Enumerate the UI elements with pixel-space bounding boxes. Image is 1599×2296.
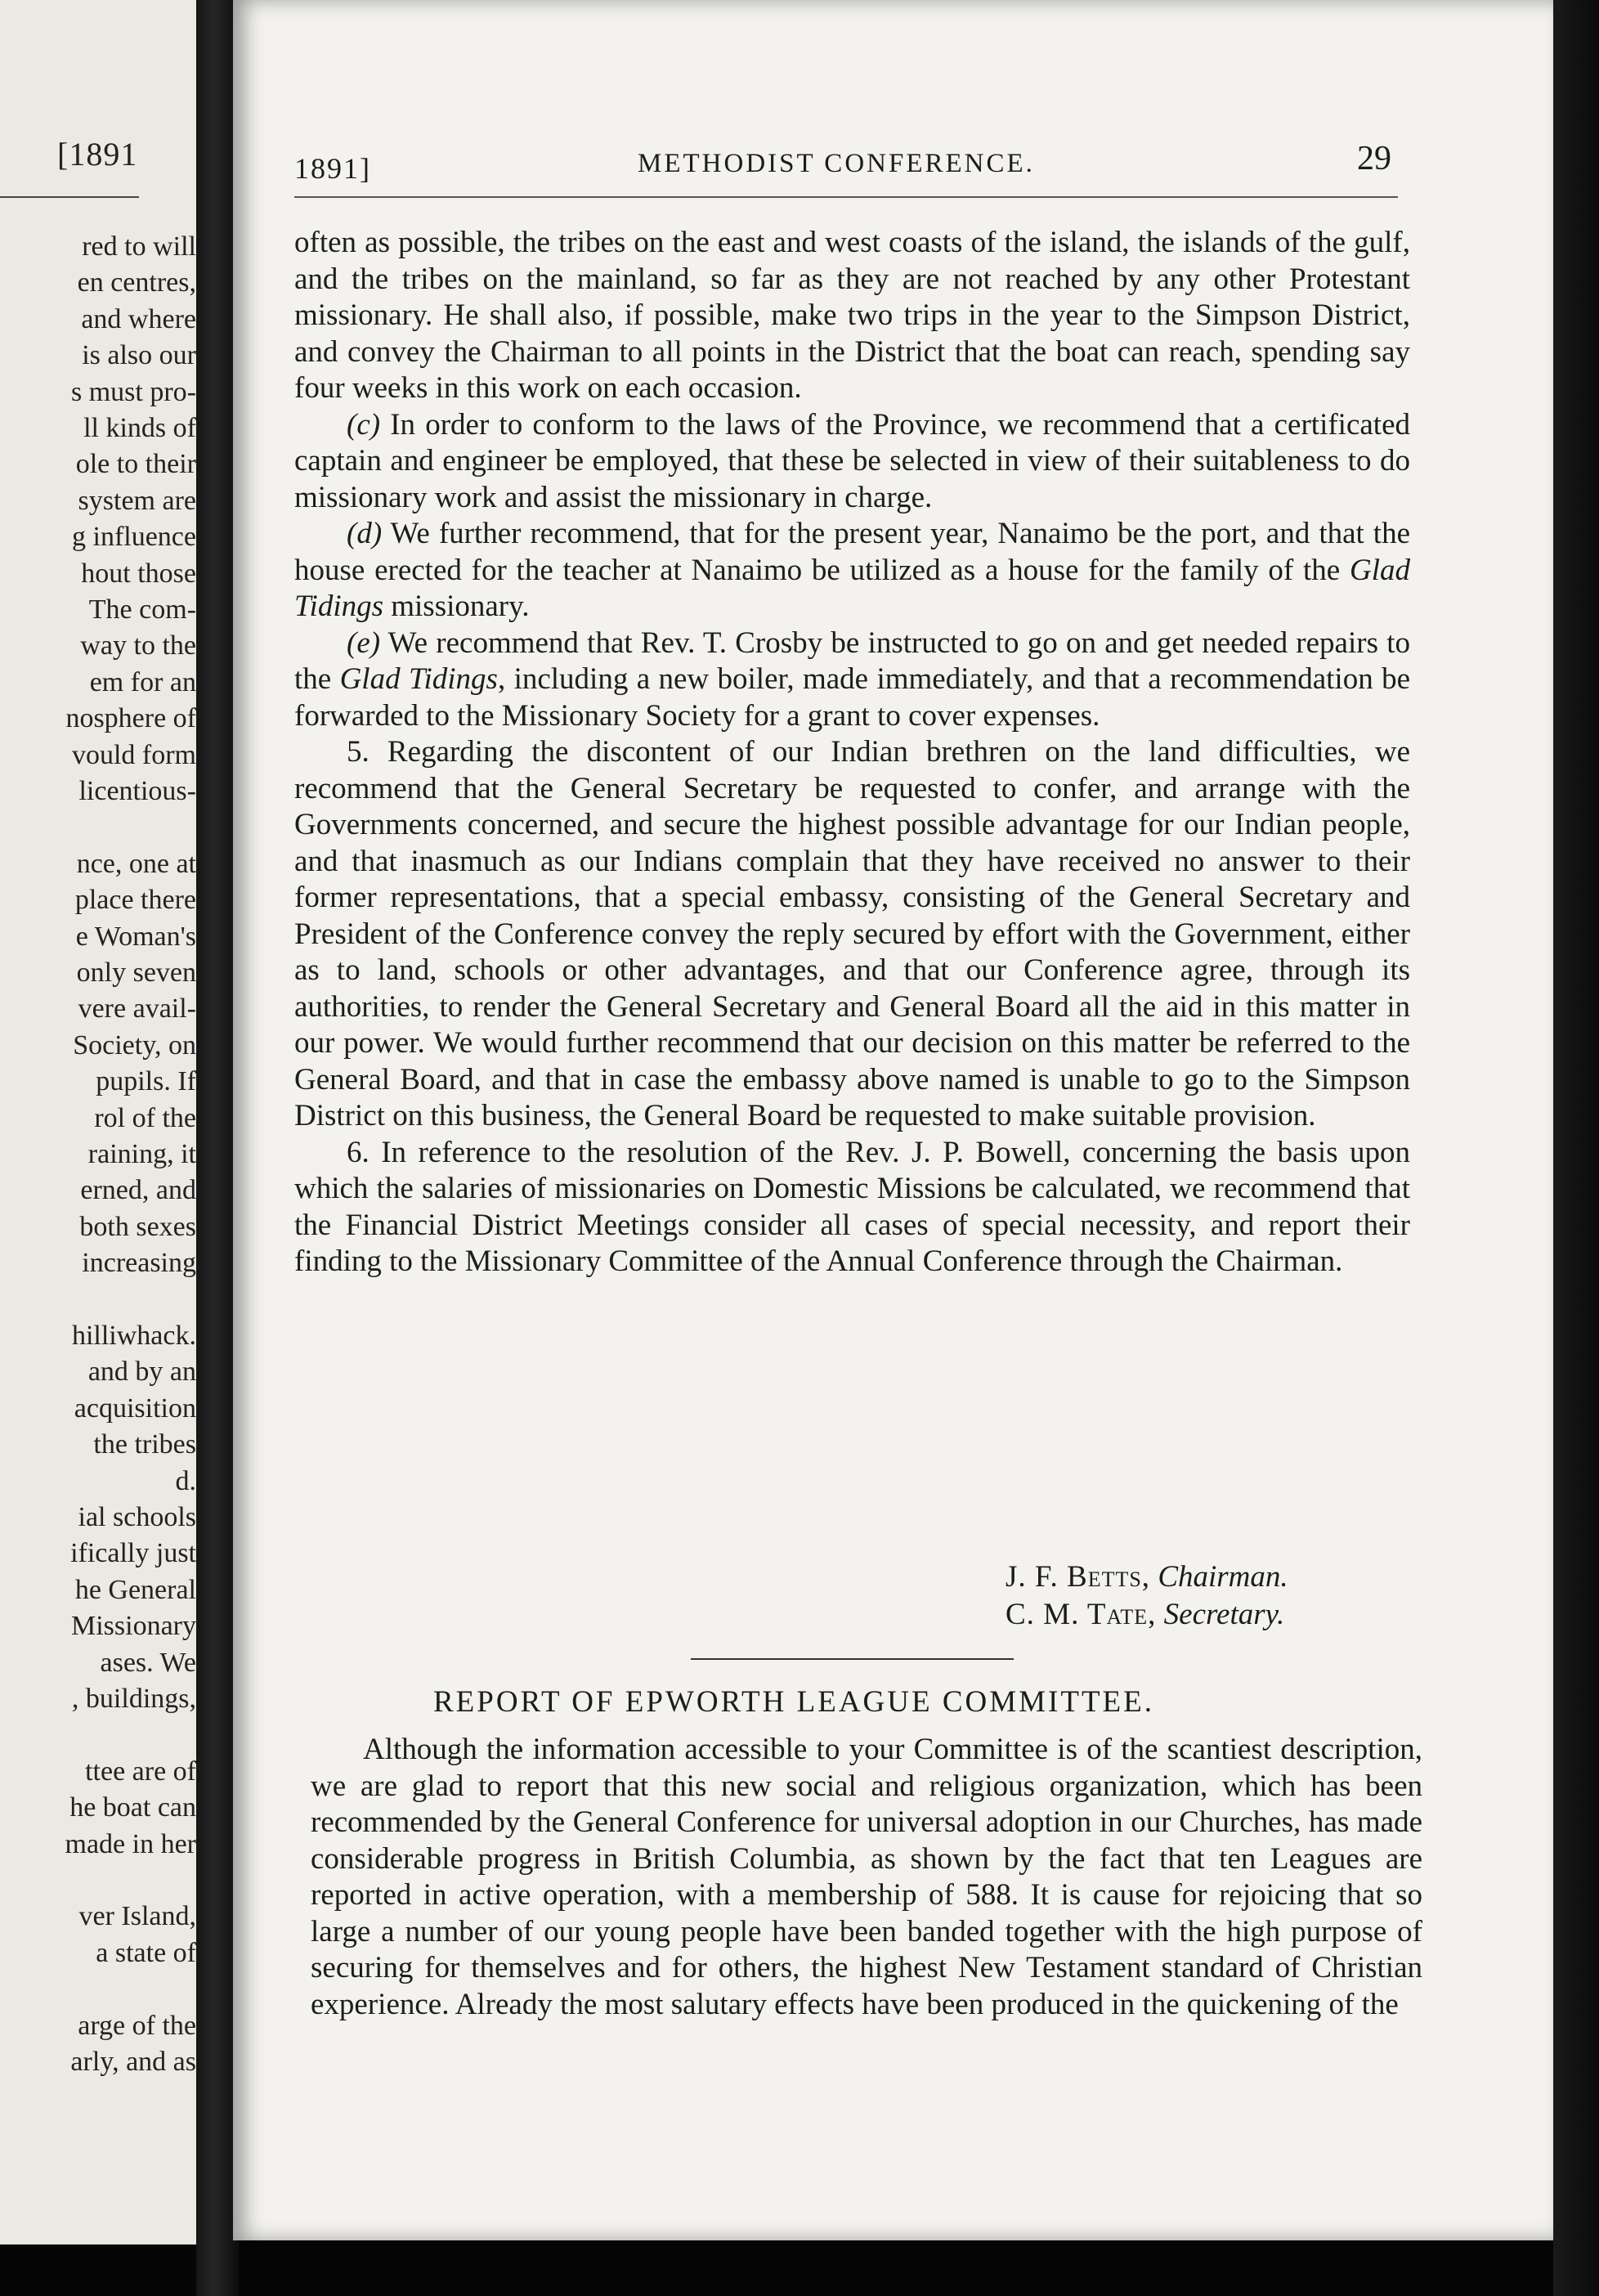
paragraph: [294, 734, 1410, 1135]
section-heading: REPORT OF EPWORTH LEAGUE COMMITTEE.: [433, 1685, 1154, 1719]
running-header-title: METHODIST CONFERENCE.: [638, 149, 1035, 178]
fragment-line: Missionary: [71, 1611, 196, 1642]
fragment-line: licentious-: [78, 776, 196, 806]
vessel-name: Glad Tidings: [339, 662, 498, 696]
text-run: , including a new boiler, made immediately, and that a recommendation be forwarded to the Missionary Society for a grant to cover expenses.: [294, 662, 1410, 733]
fragment-line: place there: [74, 885, 196, 916]
fragment-line: and by an: [87, 1357, 196, 1388]
section-divider: [691, 1658, 1014, 1660]
fragment-line: and where: [81, 303, 196, 334]
fragment-line: rol of the: [94, 1102, 196, 1133]
fragment-line: ver Island,: [78, 1901, 196, 1932]
fragment-line: e Woman's: [75, 921, 196, 952]
fragment-line: nce, one at: [76, 848, 196, 879]
fragment-line: The com-: [88, 594, 196, 625]
fragment-line: ases. We: [100, 1647, 196, 1678]
previous-page-header: [1891: [57, 136, 138, 173]
fragment-line: s must pro-: [71, 376, 196, 407]
fragment-line: he General: [74, 1574, 196, 1605]
paragraph: [294, 225, 1410, 407]
text-run: We further recommend, that for the present year, Nanaimo be the port, and that the house erected for the teacher at Nanaimo be utilized as a house for the family of the: [294, 517, 1410, 587]
paragraph: [294, 516, 1410, 626]
fragment-line: hilliwhack.: [71, 1321, 196, 1351]
previous-page-fragment: [0, 0, 204, 2244]
signature-chairman: [1006, 1558, 1288, 1596]
fragment-line: Society, on: [73, 1029, 196, 1061]
fragment-line: em for an: [89, 666, 196, 697]
clause-label: (c): [347, 407, 381, 442]
fragment-line: way to the: [80, 630, 196, 661]
fragment-line: arly, and as: [70, 2047, 196, 2077]
fragment-line: raining, it: [87, 1139, 196, 1169]
fragment-line: vould form: [71, 739, 196, 770]
fragment-line: ial schools: [78, 1502, 196, 1532]
signature-role: Secretary.: [1163, 1598, 1285, 1631]
fragment-line: , buildings,: [71, 1684, 196, 1714]
paragraph: [294, 1135, 1410, 1280]
page-number: 29: [1357, 140, 1391, 177]
paragraph: [294, 407, 1410, 517]
fragment-line: hout those: [81, 558, 196, 589]
fragment-line: en centres,: [77, 267, 196, 298]
fragment-line: increasing: [82, 1248, 196, 1279]
text-run: missionary.: [383, 590, 530, 623]
signature-secretary: [1006, 1596, 1288, 1634]
clause-label: (d): [347, 517, 383, 550]
text-run: We recommend that Rev. T. Crosby be instructed to go on and get needed repairs to the: [294, 626, 1410, 696]
header-rule: [294, 196, 1398, 198]
fragment-line: red to will: [82, 231, 196, 262]
signature-block: [1006, 1558, 1288, 1634]
fragment-line: arge of the: [78, 2010, 196, 2041]
clause-label: (e): [347, 626, 381, 660]
running-header-year: 1891]: [294, 152, 371, 185]
fragment-line: acquisition: [74, 1392, 196, 1424]
fragment-line: a state of: [96, 1937, 196, 1968]
fragment-line: pupils. If: [96, 1066, 196, 1097]
signature-name: C. M. Tate,: [1006, 1598, 1157, 1631]
fragment-line: ll kinds of: [83, 413, 196, 443]
fragment-line: is also our: [82, 340, 196, 371]
fragment-line: erned, and: [80, 1175, 196, 1206]
fragment-line: he boat can: [69, 1792, 196, 1823]
epworth-report-text: [311, 1732, 1422, 2023]
text-run: In order to conform to the laws of the Province, we recommend that a certificated captain and engineer be employed, that these be selected in view of their suitableness to do missionary work and assist the missionary in charge.: [294, 407, 1410, 514]
previous-page-rule: [0, 196, 139, 198]
fragment-line: g influence: [72, 522, 196, 553]
fragment-line: system are: [78, 485, 196, 516]
text-run: 5. Regarding the discontent of our Indian brethren on the land difficulties, we recommend that the General Secretary be requested to confer, and arrange with the Governments concerned, and secure the highest possible advantage for our Indian people, and that inasmuch as our Indians complain that they have received no answer to their former representations, that a special embassy, consisting of the General Secretary and President of the Conference convey the reply secured by effort with the Government, either as to land, schools or other advantages, and that our Conference agree, through its authorities, to render the General Secretary and General Board all the aid in this matter in our power. We would further recommend that our decision on this matter be referred to the General Board, and that in case the embassy above named is unable to go to the Simpson District on this business, the General Board be requested to make suitable provision.: [294, 735, 1410, 1132]
signature-role: Chairman.: [1158, 1560, 1288, 1594]
fragment-line: the tribes: [93, 1429, 196, 1460]
fragment-line: ttee are of: [85, 1756, 196, 1787]
fragment-line: ifically just: [70, 1538, 196, 1569]
fragment-line: only seven: [76, 957, 196, 988]
paragraph: Although the information accessible to your Committee is of the scantiest description, we are glad to report that this new social and religious organization, which has been recommended by the General Conference for universal adoption in our Churches, has made considerable progress in British Columbia, as shown by the fact that ten Leagues are reported in active operation, with a membership of 588. It is cause for rejoicing that so large a number of our young people have been banded together with the high purpose of securing for themselves and for others, the highest New Testament standard of Christian experience. Already the most salutary effects have been produced in the quickening of the: [311, 1733, 1422, 2021]
page-edge: [1553, 0, 1599, 2296]
fragment-line: both sexes: [79, 1211, 196, 1242]
text-run: often as possible, the tribes on the east and west coasts of the island, the islands of the gulf, and the tribes on the mainland, so far as they are not reached by any other Protestant missionary. He shall also, if possible, make two trips in the year to the Simpson District, and convey the Chairman to all points in the District that the boat can reach, spending say four weeks in this work on each occasion.: [294, 226, 1410, 405]
committee-report-body: [294, 225, 1410, 1280]
fragment-line: vere avail-: [78, 993, 196, 1025]
fragment-line: d.: [175, 1465, 196, 1496]
paragraph: [294, 626, 1410, 735]
fragment-line: nosphere of: [65, 703, 196, 734]
fragment-line: ole to their: [75, 449, 196, 480]
signature-name: J. F. Betts,: [1006, 1560, 1151, 1594]
fragment-line: made in her: [65, 1828, 196, 1859]
vessel-name: Glad Tidings: [294, 553, 1410, 623]
text-run: 6. In reference to the resolution of the Rev. J. P. Bowell, concerning the basis upon which the salaries of missionaries on Domestic Missions be calculated, we recommend that the Financial District Meetings consider all cases of special necessity, and report their finding to the Missionary Committee of the Annual Conference through the Chairman.: [294, 1135, 1410, 1278]
